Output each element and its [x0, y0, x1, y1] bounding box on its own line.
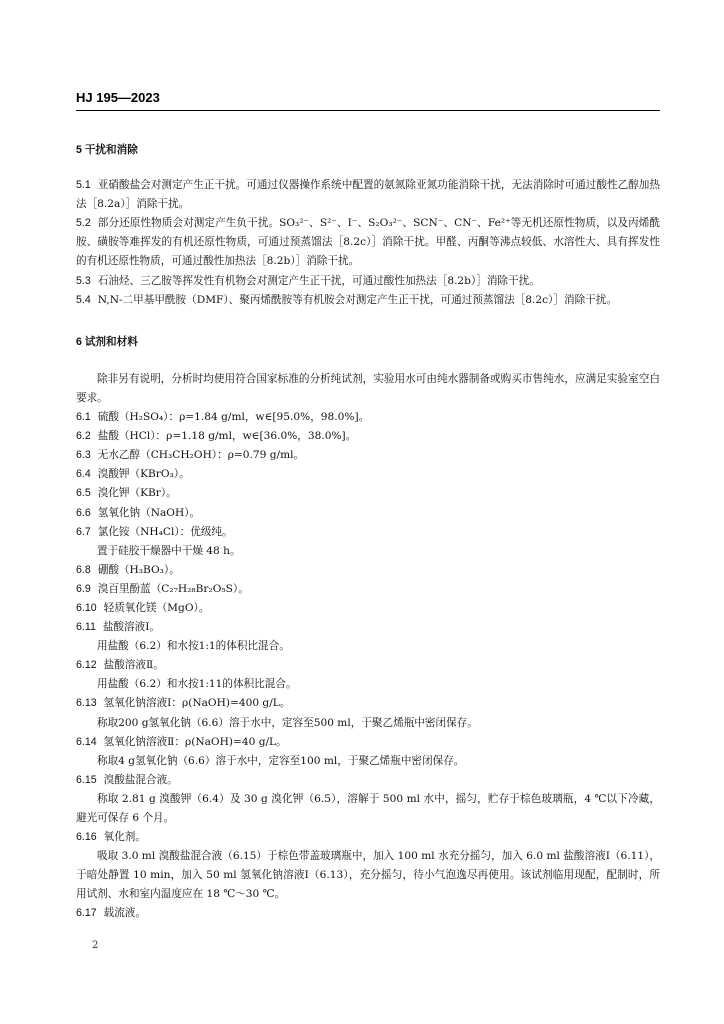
clause-6-15: 6.15 溴酸盐混合液。: [76, 773, 178, 786]
clause-6-4: 6.4 溴酸钾（KBrO₃）。: [76, 468, 190, 481]
clause-6-5: 6.5 溴化钾（KBr）。: [76, 487, 177, 500]
clause-6-7: 6.7 氯化铵（NH₄Cl）：优级纯。: [76, 525, 233, 538]
clause-6-14-note: 称取4 g氢氧化钠（6.6）溶于水中，定容至100 ml，于聚乙烯瓶中密闭保存。: [97, 754, 465, 767]
clause-6-7-note: 置于硅胶干燥器中干燥 48 h。: [97, 544, 241, 557]
clause-5-2: 5.2 部分还原性物质会对测定产生负干扰。SO₃²⁻、S²⁻、I⁻、S₂O₃²⁻、SCN⁻、CN⁻、Fe²⁺等无机还原性物质，以及丙烯酰胺、磺胺等难挥发的有机还原性物质，可通过预蒸馏法［8.2c）］消除干扰。甲醛、丙酮等沸点较低、水溶性大、具有挥发性的有机还原性物质，可通过酸性加热法［8.2b）］消除干扰。: [76, 217, 660, 268]
clause-6-2: 6.2 盐酸（HCl）：ρ=1.18 g/ml，w∈[36.0%，38.0%]。: [76, 430, 357, 443]
clause-6-15-note: 称取 2.81 g 溴酸钾（6.4）及 30 g 溴化钾（6.5），溶解于 500 ml 水中，摇匀，贮存于棕色玻璃瓶，4 ℃以下冷藏，避光可保存 6 个月。: [76, 792, 660, 824]
clause-6-1: 6.1 硫酸（H₂SO₄）：ρ=1.84 g/ml，w∈[95.0%，98.0%]。: [76, 411, 370, 424]
clause-6-12: 6.12 盐酸溶液Ⅱ。: [76, 659, 164, 672]
clause-6-8: 6.8 硼酸（H₃BO₃）。: [76, 563, 180, 576]
clause-6-6: 6.6 氢氧化钠（NaOH）。: [76, 506, 201, 519]
section-gap: [76, 310, 660, 333]
page-content: [76, 141, 660, 924]
clause-6-13: 6.13 氢氧化钠溶液Ⅰ：ρ(NaOH)=400 g/L。: [76, 697, 291, 710]
clause-6-13-note: 称取200 g氢氧化钠（6.6）溶于水中，定容至500 ml，于聚乙烯瓶中密闭保存。: [97, 716, 478, 729]
clause-5-1: 5.1 亚硝酸盐会对测定产生正干扰。可通过仪器操作系统中配置的氨氮除亚氮功能消除干扰，无法消除时可通过酸性乙醇加热法［8.2a）］消除干扰。: [76, 179, 660, 211]
document-code: HJ 195—2023: [76, 90, 160, 105]
clause-6-3: 6.3 无水乙醇（CH₃CH₂OH）：ρ=0.79 g/ml。: [76, 449, 305, 462]
header-rule: [76, 110, 660, 111]
clause-6-12-note: 用盐酸（6.2）和水按1:11的体积比混合。: [97, 678, 297, 691]
clause-5-4: 5.4 N,N-二甲基甲酰胺（DMF）、聚丙烯酰胺等有机胺会对测定产生正干扰，可通过预蒸馏法［8.2c）］消除干扰。: [76, 293, 617, 306]
clause-6-16: 6.16 氧化剂。: [76, 831, 146, 844]
page-number: 2: [92, 940, 99, 951]
clause-6-10: 6.10 轻质氧化镁（MgO）。: [76, 601, 210, 614]
section-6-intro: 除非另有说明，分析时均使用符合国家标准的分析纯试剂，实验用水可由纯水器制备或购买市售纯水，应满足实验室空白要求。: [76, 372, 660, 404]
clause-6-11-note: 用盐酸（6.2）和水按1:1的体积比混合。: [97, 640, 290, 653]
section-5-title: 5 干扰和消除: [76, 144, 138, 156]
clause-6-9: 6.9 溴百里酚蓝（C₂₇H₂₈Br₂O₅S）。: [76, 582, 249, 595]
clause-6-14: 6.14 氢氧化钠溶液Ⅱ：ρ(NaOH)=40 g/L。: [76, 735, 287, 748]
clause-6-11: 6.11 盐酸溶液Ⅰ。: [76, 621, 160, 634]
clause-6-16-note: 吸取 3.0 ml 溴酸盐混合液（6.15）于棕色带盖玻璃瓶中，加入 100 ml 水充分摇匀，加入 6.0 ml 盐酸溶液Ⅰ（6.11），于暗处静置 10 min，加入 50 ml 氢氧化钠溶液Ⅰ（6.13），充分摇匀，待小气泡逸尽再使用。该试剂临用现配，配制时，所用试剂、水和室内温度应在 18 ℃～30 ℃。: [76, 850, 660, 901]
clause-6-17: 6.17 载流液。: [76, 907, 146, 920]
clause-5-3: 5.3 石油烃、三乙胺等挥发性有机物会对测定产生正干扰，可通过酸性加热法［8.2b）］消除干扰。: [76, 274, 540, 287]
section-6-title: 6 试剂和材料: [76, 335, 138, 348]
